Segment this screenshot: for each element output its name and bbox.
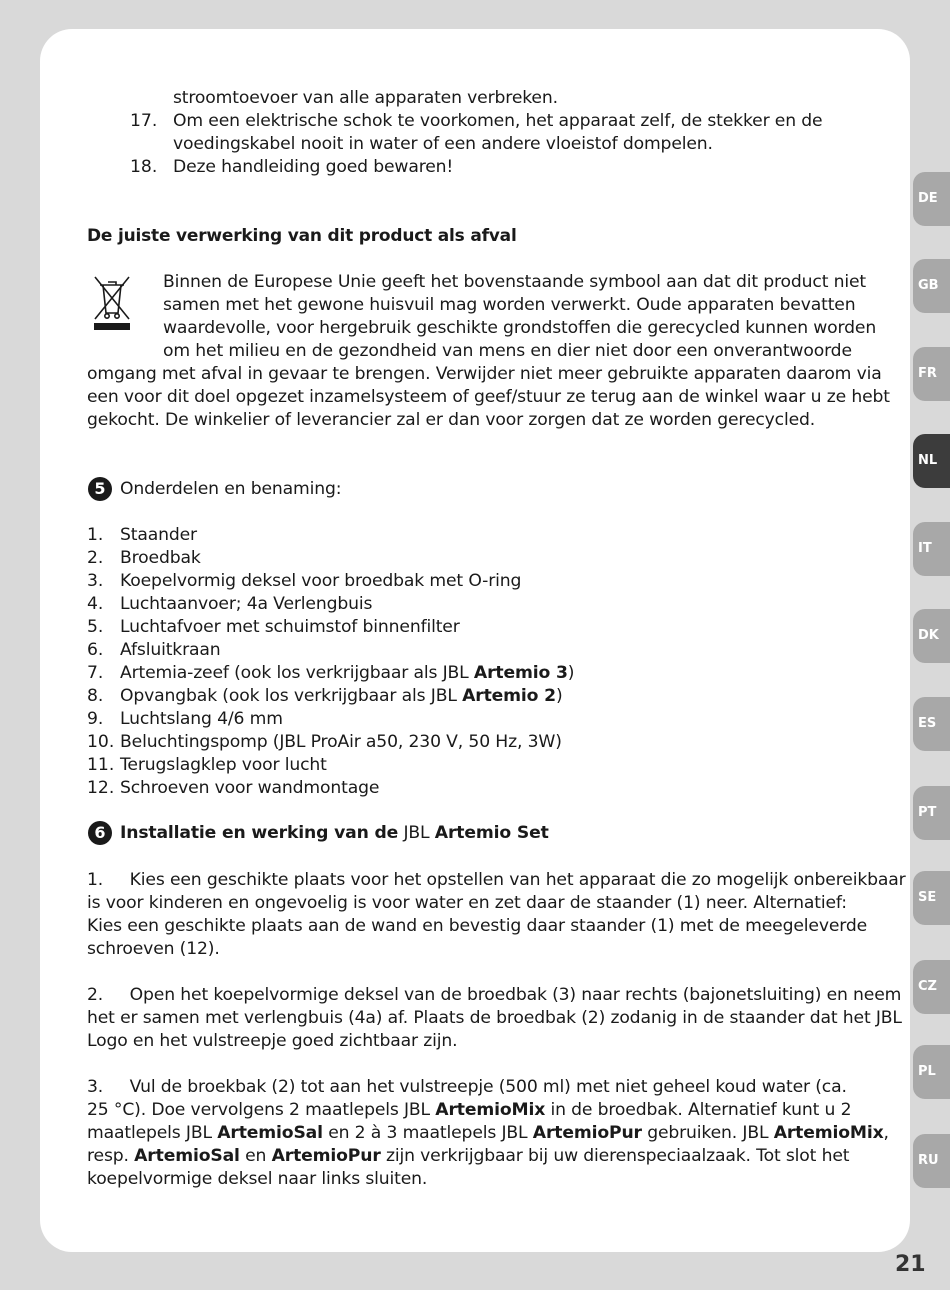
part-number: 1. [87,525,104,545]
part-name: Luchtslang 4/6 mm [120,709,283,729]
disposal-line: Binnen de Europese Unie geeft het bovenstaande symbool aan dat dit product niet [163,272,867,292]
disposal-line: waardevolle, voor hergebruik geschikte grondstoffen die gerecycled kunnen worden [163,318,877,338]
intro-line: stroomtoevoer van alle apparaten verbreken. [173,88,558,108]
part-number: 7. [87,663,104,683]
part-number: 2. [87,548,104,568]
section-6-number: 6 [88,821,112,845]
tab-cz[interactable]: CZ [913,960,950,1014]
disposal-line: een voor dit doel opgezet inzamelsysteem of geef/stuur ze terug aan de winkel waar u ze hebt [87,387,890,407]
intro-line: voedingskabel nooit in water of een andere vloeistof dompelen. [173,134,713,154]
part-number: 3. [87,571,104,591]
tab-dk[interactable]: DK [913,609,950,663]
disposal-line: omgang met afval in gevaar te brengen. Verwijder niet meer gebruikte apparaten daarom via [87,364,882,384]
intro-line: Om een elektrische schok te voorkomen, het apparaat zelf, de stekker en de [173,111,823,131]
section-5-title: Onderdelen en benaming: [120,479,342,499]
step-3-line: 25 °C). Doe vervolgens 2 maatlepels JBL ArtemioMix in de broedbak. Alternatief kunt u 2 [87,1100,852,1120]
step-1-line: is voor kinderen en ongevoelig is voor water en zet daar de staander (1) neer. Alternatief: [87,893,847,913]
step-3-line: maatlepels JBL ArtemioSal en 2 à 3 maatlepels JBL ArtemioPur gebruiken. JBL ArtemioMix, [87,1123,889,1143]
tab-de[interactable]: DE [913,172,950,226]
disposal-line: gekocht. De winkelier of leverancier zal er dan voor zorgen dat ze worden gerecycled. [87,410,816,430]
disposal-heading: De juiste verwerking van dit product als afval [87,226,517,246]
part-name: Schroeven voor wandmontage [120,778,380,798]
part-name: Staander [120,525,197,545]
step-1-line: schroeven (12). [87,939,220,959]
step-3-line: koepelvormige deksel naar links sluiten. [87,1169,428,1189]
part-number: 4. [87,594,104,614]
step-3-line: resp. ArtemioSal en ArtemioPur zijn verkrijgbaar bij uw dierenspeciaalzaak. Tot slot het [87,1146,850,1166]
tab-nl[interactable]: NL [913,434,950,488]
page-number: 21 [895,1252,926,1277]
part-number: 12. [87,778,115,798]
step-1-line: Kies een geschikte plaats aan de wand en bevestig daar staander (1) met de meegeleverde [87,916,868,936]
part-name: Artemia-zeef (ook los verkrijgbaar als JBL Artemio 3) [120,663,575,683]
part-number: 5. [87,617,104,637]
part-number: 6. [87,640,104,660]
intro-number: 18. [130,157,158,177]
step-1-line: 1. Kies een geschikte plaats voor het opstellen van het apparaat die zo mogelijk onbereikbaar [87,870,906,890]
tab-gb[interactable]: GB [913,259,950,313]
tab-es[interactable]: ES [913,697,950,751]
part-number: 8. [87,686,104,706]
part-name: Terugslagklep voor lucht [120,755,327,775]
step-2-line: 2. Open het koepelvormige deksel van de broedbak (3) naar rechts (bajonetsluiting) en neem [87,985,902,1005]
tab-it[interactable]: IT [913,522,950,576]
step-3-line: 3. Vul de broekbak (2) tot aan het vulstreepje (500 ml) met niet geheel koud water (ca. [87,1077,847,1097]
intro-line: Deze handleiding goed bewaren! [173,157,454,177]
tab-pl[interactable]: PL [913,1045,950,1099]
section-6-title: Installatie en werking van de JBL Artemio Set [120,823,549,843]
tab-se[interactable]: SE [913,871,950,925]
part-number: 11. [87,755,115,775]
part-number: 10. [87,732,115,752]
part-name: Beluchtingspomp (JBL ProAir a50, 230 V, 50 Hz, 3W) [120,732,562,752]
step-2-line: Logo en het vulstreepje goed zichtbaar zijn. [87,1031,458,1051]
section-5-number: 5 [88,477,112,501]
tab-pt[interactable]: PT [913,786,950,840]
intro-number: 17. [130,111,158,131]
tab-ru[interactable]: RU [913,1134,950,1188]
disposal-line: samen met het gewone huisvuil mag worden verwerkt. Oude apparaten bevatten [163,295,856,315]
part-name: Opvangbak (ook los verkrijgbaar als JBL Artemio 2) [120,686,563,706]
part-number: 9. [87,709,104,729]
part-name: Koepelvormig deksel voor broedbak met O-ring [120,571,522,591]
part-name: Broedbak [120,548,201,568]
disposal-line: om het milieu en de gezondheid van mens en dier niet door een onverantwoorde [163,341,852,361]
part-name: Afsluitkraan [120,640,221,660]
part-name: Luchtaanvoer; 4a Verlengbuis [120,594,373,614]
tab-fr[interactable]: FR [913,347,950,401]
weee-bin-icon [90,273,134,331]
step-2-line: het er samen met verlengbuis (4a) af. Plaats de broedbak (2) zodanig in de staander dat het JBL [87,1008,902,1028]
part-name: Luchtafvoer met schuimstof binnenfilter [120,617,460,637]
